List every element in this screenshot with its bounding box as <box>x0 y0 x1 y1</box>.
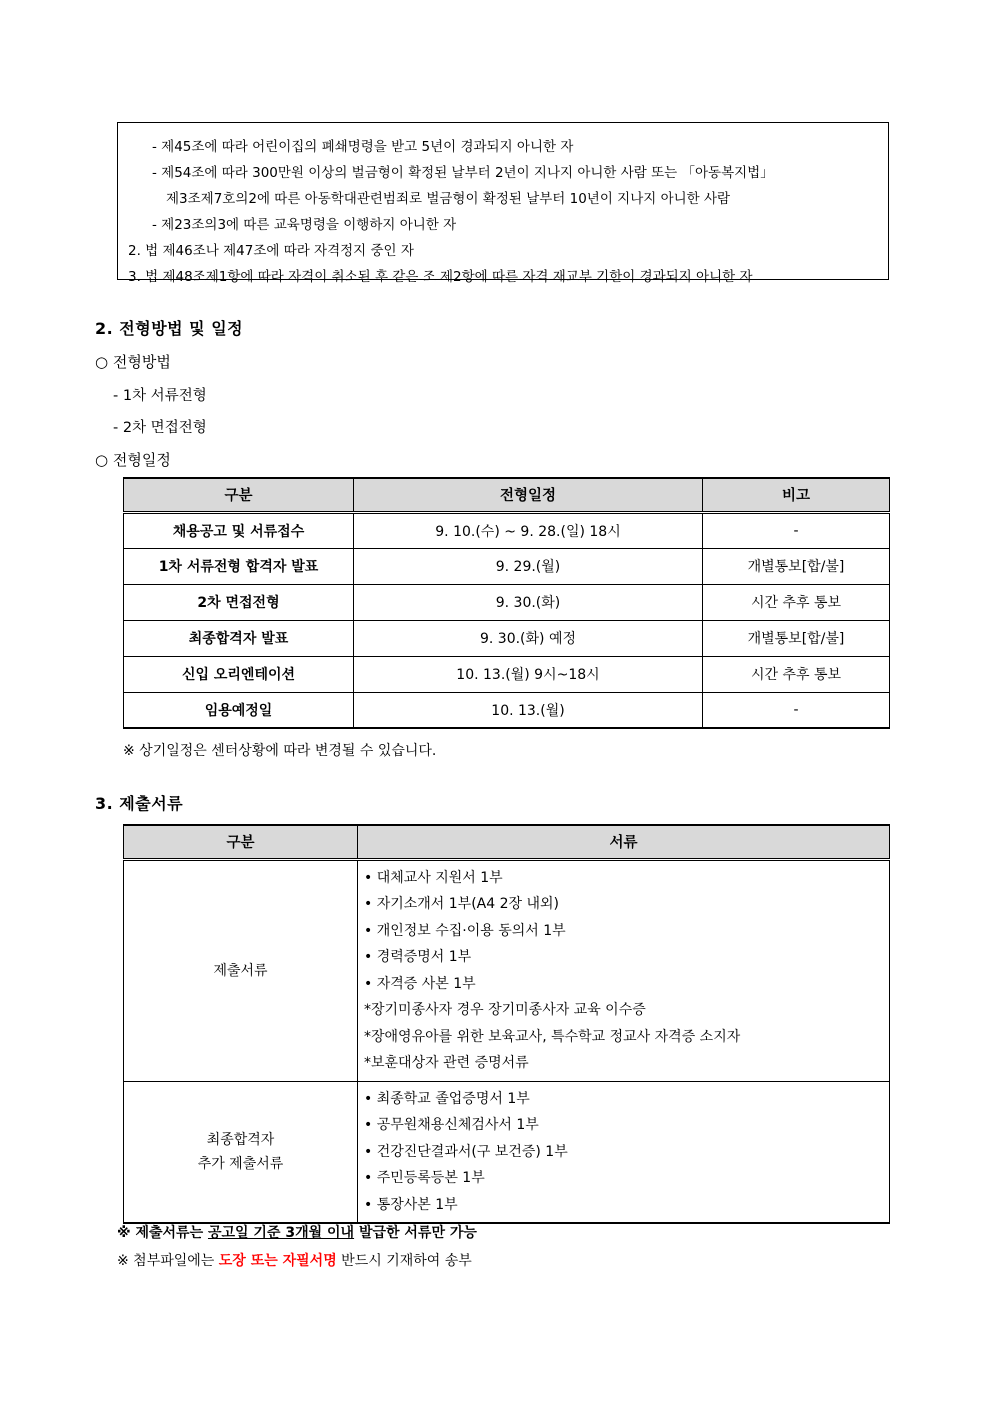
table-row <box>124 620 890 656</box>
document-item: • 건강진단결과서(구 보건증) 1부 <box>364 1143 568 1160</box>
documents-items <box>358 1081 890 1223</box>
footnote-prefix: ※ 첨부파일에는 <box>117 1253 219 1269</box>
section-2-title: 2. 전형방법 및 일정 <box>95 319 244 338</box>
documents-header-row <box>124 825 890 859</box>
schedule-label: ○ 전형일정 <box>95 451 171 469</box>
schedule-header-date: 전형일정 <box>354 478 703 512</box>
schedule-header-note: 비고 <box>703 478 890 512</box>
table-row <box>124 1081 890 1223</box>
documents-category <box>124 859 358 1081</box>
footnote-suffix: 발급한 서류만 가능 <box>354 1225 477 1241</box>
eligibility-line: 2. 법 제46조나 제47조에 따라 자격정지 중인 자 <box>128 243 414 259</box>
eligibility-line: 3. 법 제48조제1항에 따라 자격이 취소된 후 같은 조 제2항에 따른 자격 재교부 기한이 경과되지 아니한 자 <box>128 269 753 285</box>
document-item: • 자기소개서 1부(A4 2장 내외) <box>364 896 559 912</box>
schedule-note: 개별통보[합/불] <box>703 620 890 656</box>
document-item: *보훈대상자 관련 증명서류 <box>364 1055 529 1071</box>
eligibility-line: - 제45조에 따라 어린이집의 폐쇄명령을 받고 5년이 경과되지 아니한 자 <box>152 139 574 155</box>
document-item: • 자격증 사본 1부 <box>364 975 476 992</box>
schedule-category: 신입 오리엔테이션 <box>124 656 354 692</box>
method-item: - 1차 서류전형 <box>113 388 207 404</box>
schedule-note: 개별통보[합/불] <box>703 548 890 584</box>
table-row <box>124 548 890 584</box>
schedule-table <box>123 477 890 729</box>
table-row <box>124 512 890 548</box>
schedule-category: 1차 서류전형 합격자 발표 <box>124 548 354 584</box>
eligibility-box <box>117 122 889 285</box>
documents-category-line: 최종합격자 <box>206 1131 275 1148</box>
documents-header-category: 구분 <box>124 825 358 859</box>
schedule-note: 시간 추후 통보 <box>703 656 890 692</box>
schedule-note: - <box>703 512 890 548</box>
schedule-date: 9. 30.(화) 예정 <box>354 620 703 656</box>
eligibility-line: - 제23조의3에 따른 교육명령을 이행하지 아니한 자 <box>152 217 457 233</box>
documents-items <box>358 859 890 1081</box>
documents-header-docs: 서류 <box>358 825 890 859</box>
table-row <box>124 692 890 728</box>
schedule-date: 9. 29.(월) <box>354 548 703 584</box>
documents-table <box>123 824 890 1224</box>
footnote-red-text: 도장 또는 자필서명 <box>218 1253 337 1269</box>
document-item: • 대체교사 지원서 1부 <box>364 869 503 886</box>
eligibility-line: - 제54조에 따라 300만원 이상의 벌금형이 확정된 날부터 2년이 지나지 아니한 사람 또는 「아동복지법」 <box>152 165 774 181</box>
table-row <box>124 584 890 620</box>
schedule-date: 10. 13.(월) <box>354 692 703 728</box>
document-item: • 최종학교 졸업증명서 1부 <box>364 1090 530 1107</box>
schedule-header-category: 구분 <box>124 478 354 512</box>
schedule-category: 채용공고 및 서류접수 <box>124 512 354 548</box>
table-row <box>124 656 890 692</box>
eligibility-line: 제3조제7호의2에 따른 아동학대관련범죄로 벌금형이 확정된 날부터 10년이 지나지 아니한 사람 <box>166 191 731 207</box>
footnote-suffix: 반드시 기재하여 송부 <box>336 1253 472 1269</box>
document-item: • 통장사본 1부 <box>364 1196 458 1213</box>
documents-category <box>124 1081 358 1223</box>
documents-category-line: 추가 제출서류 <box>197 1155 284 1172</box>
schedule-category: 임용예정일 <box>124 692 354 728</box>
schedule-date: 9. 10.(수) ~ 9. 28.(일) 18시 <box>354 512 703 548</box>
schedule-date: 9. 30.(화) <box>354 584 703 620</box>
schedule-category: 2차 면접전형 <box>124 584 354 620</box>
table-row <box>124 859 890 1081</box>
schedule-category: 최종합격자 발표 <box>124 620 354 656</box>
section-3-title: 3. 제출서류 <box>95 794 184 813</box>
docs-validity-footnote <box>117 1222 477 1242</box>
document-item: • 공무원채용신체검사서 1부 <box>364 1117 539 1133</box>
document-item: • 주민등록등본 1부 <box>364 1170 485 1186</box>
document-item: • 개인정보 수집·이용 동의서 1부 <box>364 922 566 939</box>
method-label: ○ 전형방법 <box>95 353 171 371</box>
method-item: - 2차 면접전형 <box>113 420 207 436</box>
document-item: *장기미종사자 경우 장기미종사자 교육 이수증 <box>364 1002 646 1018</box>
schedule-note: - <box>703 692 890 728</box>
schedule-note: 시간 추후 통보 <box>703 584 890 620</box>
schedule-footnote: ※ 상기일정은 센터상황에 따라 변경될 수 있습니다. <box>123 743 437 759</box>
footnote-underlined-text: 공고일 기준 3개월 이내 <box>207 1225 355 1241</box>
document-item: • 경력증명서 1부 <box>364 949 472 965</box>
footnote-prefix: ※ 제출서류는 <box>117 1225 208 1241</box>
schedule-header-row <box>124 478 890 512</box>
schedule-date: 10. 13.(월) 9시~18시 <box>354 656 703 692</box>
documents-category-line: 제출서류 <box>213 962 268 979</box>
attachment-sign-footnote <box>117 1250 472 1270</box>
document-item: *장애영유아를 위한 보육교사, 특수학교 정교사 자격증 소지자 <box>364 1028 741 1045</box>
